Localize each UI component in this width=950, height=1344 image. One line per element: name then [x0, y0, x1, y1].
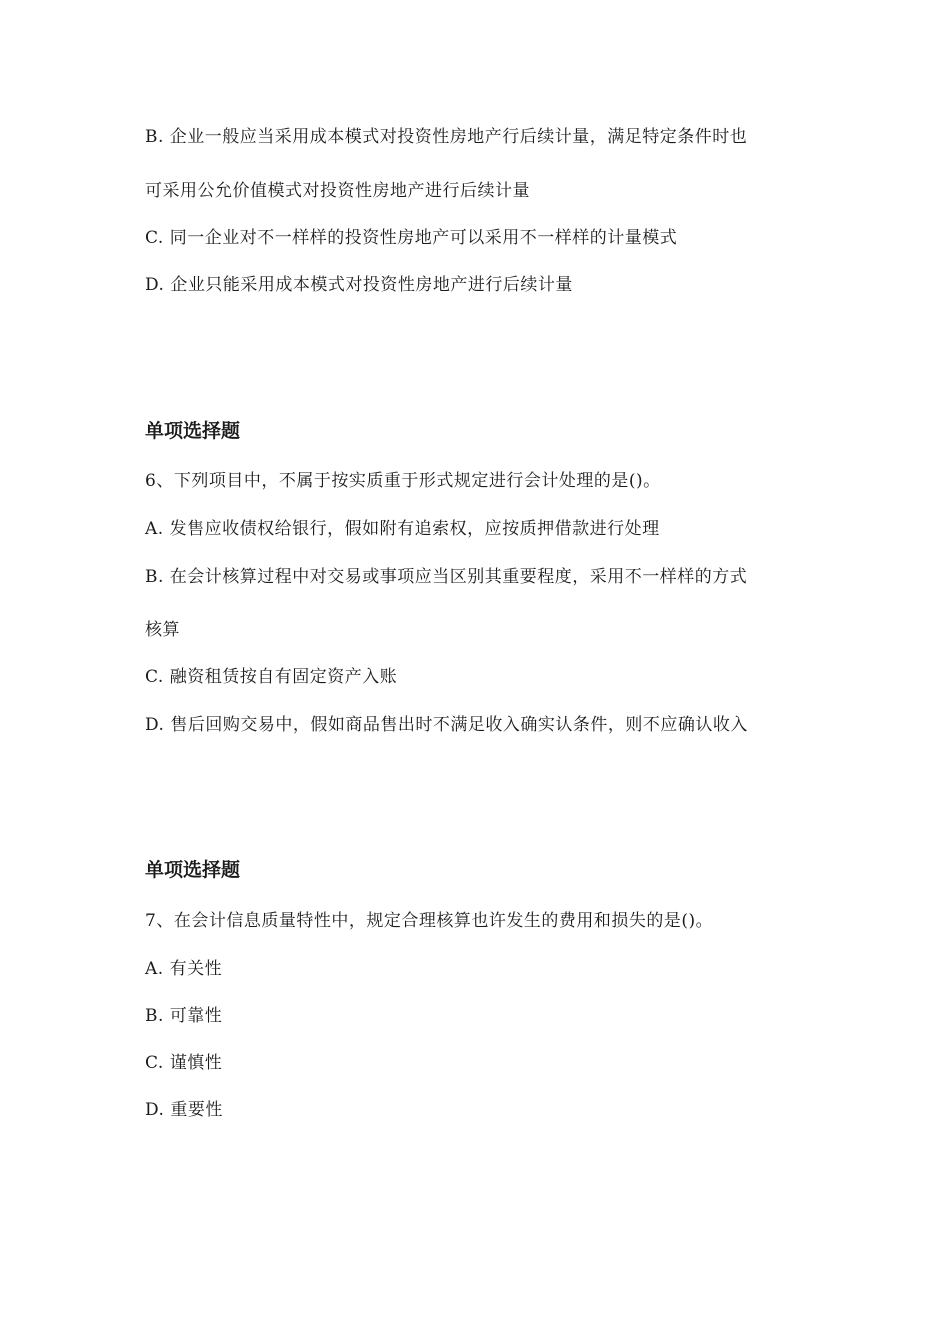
option-b-line-2: 核算: [145, 620, 180, 640]
section-heading: 单项选择题: [145, 859, 241, 881]
question-stem: 7、在会计信息质量特性中，规定合理核算也许发生的费用和损失的是()。: [145, 911, 714, 931]
option-c: C. 谨慎性: [145, 1053, 223, 1073]
section-heading: 单项选择题: [145, 420, 241, 442]
option-a: A. 有关性: [145, 959, 223, 979]
option-d: D. 企业只能采用成本模式对投资性房地产进行后续计量: [145, 275, 573, 295]
option-d: D. 售后回购交易中，假如商品售出时不满足收入确实认条件，则不应确认收入: [145, 715, 748, 735]
option-c: C. 融资租赁按自有固定资产入账: [145, 667, 398, 687]
option-a: A. 发售应收债权给银行，假如附有追索权，应按质押借款进行处理: [145, 519, 660, 539]
question-stem: 6、下列项目中，不属于按实质重于形式规定进行会计处理的是()。: [145, 471, 661, 491]
option-b-line-1: B. 在会计核算过程中对交易或事项应当区别其重要程度，采用不一样样的方式: [145, 567, 748, 587]
option-b-line-2: 可采用公允价值模式对投资性房地产进行后续计量: [145, 181, 530, 201]
option-c: C. 同一企业对不一样样的投资性房地产可以采用不一样样的计量模式: [145, 228, 678, 248]
option-b-line-1: B. 企业一般应当采用成本模式对投资性房地产行后续计量，满足特定条件时也: [145, 127, 748, 147]
option-b: B. 可靠性: [145, 1006, 223, 1026]
option-d: D. 重要性: [145, 1100, 223, 1120]
